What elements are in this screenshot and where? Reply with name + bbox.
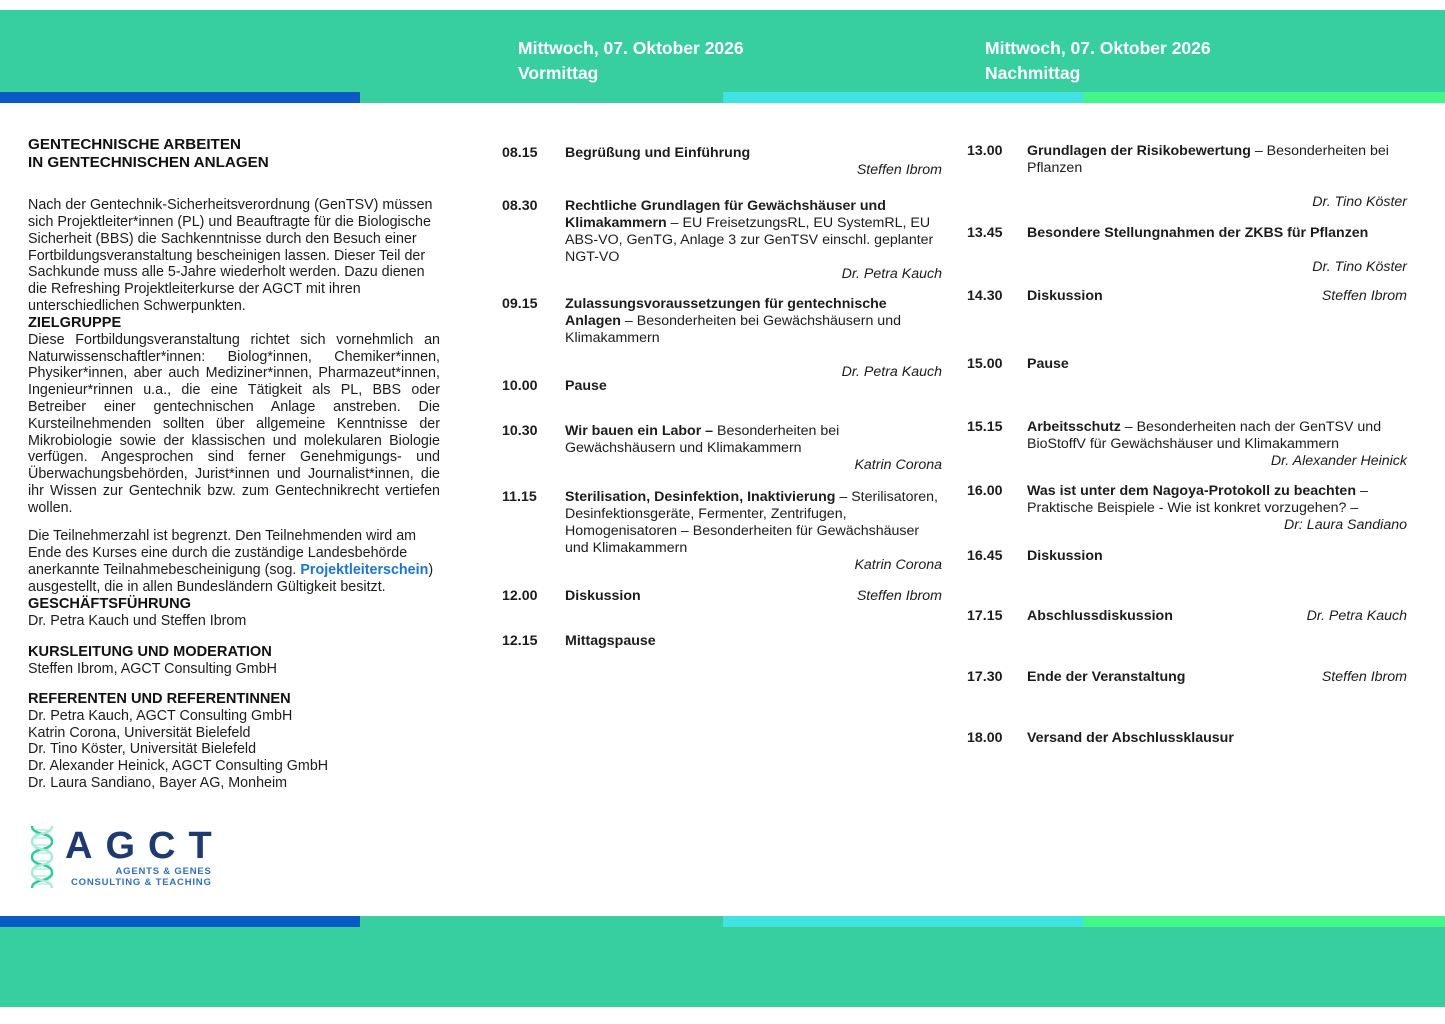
schedule-item-time: 17.15 [967, 608, 1003, 624]
referent-line: Katrin Corona, Universität Bielefeld [28, 724, 251, 741]
schedule-item-title: Diskussion [565, 588, 641, 604]
referent-line: Dr. Petra Kauch, AGCT Consulting GmbH [28, 707, 293, 724]
header-morning-period: Vormittag [518, 63, 599, 83]
zielgruppe-section [28, 315, 440, 517]
schedule-item-content [565, 198, 942, 283]
schedule-item-speaker: Dr. Petra Kauch [1306, 608, 1407, 624]
accent-bar-green-bottom [1083, 916, 1445, 927]
referent-line: Dr. Alexander Heinick, AGCT Consulting GmbH [28, 758, 329, 775]
schedule-item-title: Mittagspause [565, 633, 656, 649]
schedule-item-title: Wir bauen ein Labor – [565, 423, 714, 439]
schedule-item-title: Begrüßung und Einführung [565, 145, 751, 161]
schedule-item-title: Besondere Stellungnahmen der ZKBS für Pflanzen [1027, 225, 1369, 241]
schedule-item-speaker: Steffen Ibrom [1321, 288, 1407, 304]
schedule-item-title: Diskussion [1027, 548, 1103, 564]
schedule-item-content [1027, 669, 1407, 686]
kursleitung-heading: KURSLEITUNG UND MODERATION [28, 644, 272, 660]
schedule-item-content [565, 296, 942, 381]
referent-line: Dr. Tino Köster, Universität Bielefeld [28, 741, 257, 758]
schedule-item-title: Sterilisation, Desinfektion, Inaktivierung [565, 489, 836, 505]
schedule-item-content [565, 588, 942, 605]
referent-line: Dr. Laura Sandiano, Bayer AG, Monheim [28, 774, 288, 791]
agct-logo [25, 826, 225, 890]
teilnehmer-text-after: ) ausgestellt, die in allen Bundesländern Gültigkeit besitzt. [28, 561, 434, 595]
schedule-item-content [1027, 730, 1407, 747]
schedule-item-speaker: Dr. Alexander Heinick [1270, 453, 1407, 469]
schedule-item-time: 12.15 [502, 633, 538, 649]
geschaeftsfuehrung-line: Dr. Petra Kauch und Steffen Ibrom [28, 612, 247, 629]
schedule-item-desc: – EU FreisetzungsRL, EU SystemRL, EU ABS-VO, GenTG, Anlage 3 zur GenTSV einschl. geplanter NGT-VO [565, 215, 934, 265]
schedule-item-content [1027, 225, 1407, 276]
schedule-item-title: Pause [565, 378, 607, 394]
schedule-item-time: 17.30 [967, 669, 1003, 685]
schedule-item [967, 730, 1407, 747]
footer-band [0, 916, 1445, 1007]
geschaeftsfuehrung-section [28, 596, 440, 630]
schedule-item-time: 15.15 [967, 419, 1003, 435]
referenten-heading: REFERENTEN UND REFERENTINNEN [28, 691, 291, 707]
document-title [28, 136, 440, 171]
schedule-item-speaker: Dr. Petra Kauch [841, 266, 942, 282]
schedule-item-time: 18.00 [967, 730, 1003, 746]
schedule-item-desc: Besonderheiten bei Gewächshäusern und Klimakammern [565, 423, 840, 456]
referenten-list [28, 708, 440, 792]
schedule-item-speaker: Dr. Tino Köster [1312, 259, 1407, 275]
schedule-item [502, 145, 942, 179]
schedule-item-time: 16.00 [967, 483, 1003, 499]
teilnehmer-text-before: Die Teilnehmerzahl ist begrenzt. Den Teilnehmenden wird am Ende des Kurses eine durch die zuständige Landesbehörde anerkannte Teilnahmebescheinigung (sog. [28, 528, 417, 578]
schedule-item-desc: – Besonderheiten bei Pflanzen [1027, 143, 1389, 176]
schedule-item-content [565, 378, 942, 395]
zielgruppe-text: Diese Fortbildungsveranstaltung richtet sich vornehmlich an Naturwissenschaftler*innen: Biolog*innen, Chemiker*innen, Physiker*innen, aber auch Mediziner*innen, Pharmazeut*innen, Ingenieur*rinnen u.a., die eine Tätigkeit als PL, BBS oder Betreiber einer gentechnischen Anlage anstreben. Die Kursteilnehmenden sollten über allgemeine Kenntnisse der Mikrobiologie sowie der klassischen und molekularen Biologie verfügen. Angesprochen sind ferner Genehmigungs- und Überwachungsbehörden, Jurist*innen und Journalist*innen, die ihr Wissen zur Gentechnik bzw. zum Gentechnikrecht vertiefen wollen. [28, 331, 440, 516]
schedule-item [967, 669, 1407, 686]
projektleiterschein-link[interactable]: Projektleiterschein [300, 561, 429, 578]
schedule-item-time: 13.00 [967, 143, 1003, 159]
schedule-item [967, 548, 1407, 565]
schedule-item-content [1027, 356, 1407, 373]
dna-helix-icon [25, 826, 59, 888]
document-title-line1: GENTECHNISCHE ARBEITEN [28, 136, 241, 153]
schedule-item-time: 10.30 [502, 423, 538, 439]
schedule-item-speaker: Dr. Tino Köster [1312, 194, 1407, 210]
referenten-section [28, 691, 440, 792]
schedule-item [967, 225, 1407, 276]
schedule-item [502, 588, 942, 605]
schedule-item-content [565, 489, 942, 574]
schedule-item-title: Diskussion [1027, 288, 1103, 304]
schedule-item-speaker: Steffen Ibrom [856, 588, 942, 604]
schedule-item-content [1027, 143, 1407, 211]
schedule-item-speaker: Steffen Ibrom [856, 162, 942, 178]
zielgruppe-heading: ZIELGRUPPE [28, 315, 122, 331]
header-afternoon-date: Mittwoch, 07. Oktober 2026 [985, 38, 1211, 58]
schedule-item-speaker: Steffen Ibrom [1321, 669, 1407, 685]
schedule-item-time: 12.00 [502, 588, 538, 604]
schedule-item-title: Abschlussdiskussion [1027, 608, 1173, 624]
schedule-afternoon [967, 0, 1407, 1024]
schedule-morning [502, 0, 942, 1024]
accent-bar-blue-bottom [0, 916, 360, 927]
logo-acronym: AGCT [65, 825, 225, 867]
schedule-item-title: Was ist unter dem Nagoya-Protokoll zu beachten [1027, 483, 1356, 499]
logo-subtitle-2: CONSULTING & TEACHING [71, 877, 212, 888]
geschaeftsfuehrung-heading: GESCHÄFTSFÜHRUNG [28, 596, 191, 612]
schedule-item-content [1027, 419, 1407, 470]
schedule-item-content [1027, 608, 1407, 625]
schedule-item [502, 423, 942, 474]
schedule-item-desc: – Besonderheiten bei Gewächshäusern und Klimakammern [565, 313, 901, 346]
teilnehmer-paragraph [28, 528, 440, 595]
schedule-item-speaker: Dr. Petra Kauch [841, 364, 942, 380]
schedule-item-content [1027, 288, 1407, 305]
schedule-item-content [565, 633, 942, 650]
kursleitung-section [28, 644, 440, 678]
schedule-item-time: 11.15 [502, 489, 537, 505]
schedule-item [967, 608, 1407, 625]
schedule-item-title: Versand der Abschlussklausur [1027, 730, 1234, 746]
schedule-item-time: 08.15 [502, 145, 538, 161]
schedule-item [502, 633, 942, 650]
schedule-item-content [1027, 548, 1407, 565]
schedule-item [967, 356, 1407, 373]
schedule-item-time: 16.45 [967, 548, 1003, 564]
schedule-item [502, 378, 942, 395]
kursleitung-line: Steffen Ibrom, AGCT Consulting GmbH [28, 660, 277, 677]
header-afternoon-period: Nachmittag [985, 63, 1081, 83]
schedule-item-title: Arbeitsschutz [1027, 419, 1121, 435]
logo-subtitle-1: AGENTS & GENES [115, 866, 212, 877]
document-title-line2: IN GENTECHNISCHEN ANLAGEN [28, 153, 269, 171]
accent-bar-cyan-bottom [723, 916, 1083, 927]
schedule-item-content [565, 423, 942, 474]
schedule-item-content [565, 145, 942, 179]
schedule-item-desc: – Praktische Beispiele - Wie ist konkret vorzugehen? – [1027, 483, 1368, 516]
accent-bar-blue-top [0, 92, 360, 103]
schedule-item-title: Grundlagen der Risikobewertung [1027, 143, 1251, 159]
schedule-item-speaker: Katrin Corona [854, 557, 942, 573]
schedule-item [502, 198, 942, 283]
schedule-item-title: Ende der Veranstaltung [1027, 669, 1186, 685]
schedule-item-title: Pause [1027, 356, 1069, 372]
schedule-item-time: 15.00 [967, 356, 1003, 372]
schedule-item-time: 13.45 [967, 225, 1003, 241]
schedule-item-speaker: Katrin Corona [854, 457, 942, 473]
schedule-item [967, 143, 1407, 211]
schedule-item-desc: – Besonderheiten nach der GenTSV und BioStoffV für Gewächshäuser und Klimakammern [1027, 419, 1382, 452]
schedule-item-time: 09.15 [502, 296, 538, 312]
header-morning-date: Mittwoch, 07. Oktober 2026 [518, 38, 744, 58]
schedule-item-time: 08.30 [502, 198, 538, 214]
schedule-item [502, 489, 942, 574]
schedule-item-title: Rechtliche Grundlagen für Gewächshäuser und Klimakammern [565, 198, 886, 231]
schedule-item-content [1027, 483, 1407, 534]
schedule-item [967, 419, 1407, 470]
schedule-item-time: 14.30 [967, 288, 1003, 304]
schedule-item [967, 483, 1407, 534]
schedule-item-time: 10.00 [502, 378, 538, 394]
intro-paragraph: Nach der Gentechnik-Sicherheitsverordnung (GenTSV) müssen sich Projektleiter*innen (PL) und Beauftragte für die Biologische Sicherheit (BBS) die Sachkenntnisse durch den Besuch einer Fortbildungsveranstaltung bescheinigen lassen. Dieser Teil der Sachkunde muss alle 5-Jahre wiederholt werden. Dazu dienen die Refreshing Projektleiterkurse der AGCT mit ihren unterschiedlichen Schwerpunkten. [28, 197, 433, 315]
schedule-item [502, 296, 942, 381]
schedule-item-title: Zulassungsvoraussetzungen für gentechnische Anlagen [565, 296, 887, 329]
schedule-item-speaker: Dr: Laura Sandiano [1283, 517, 1407, 533]
schedule-item-desc: – Sterilisatoren, Desinfektionsgeräte, Fermenter, Zentrifugen, Homogenisatoren – Besonderheiten für Gewächshäuser und Klimakammern [565, 489, 938, 556]
schedule-item [967, 288, 1407, 305]
